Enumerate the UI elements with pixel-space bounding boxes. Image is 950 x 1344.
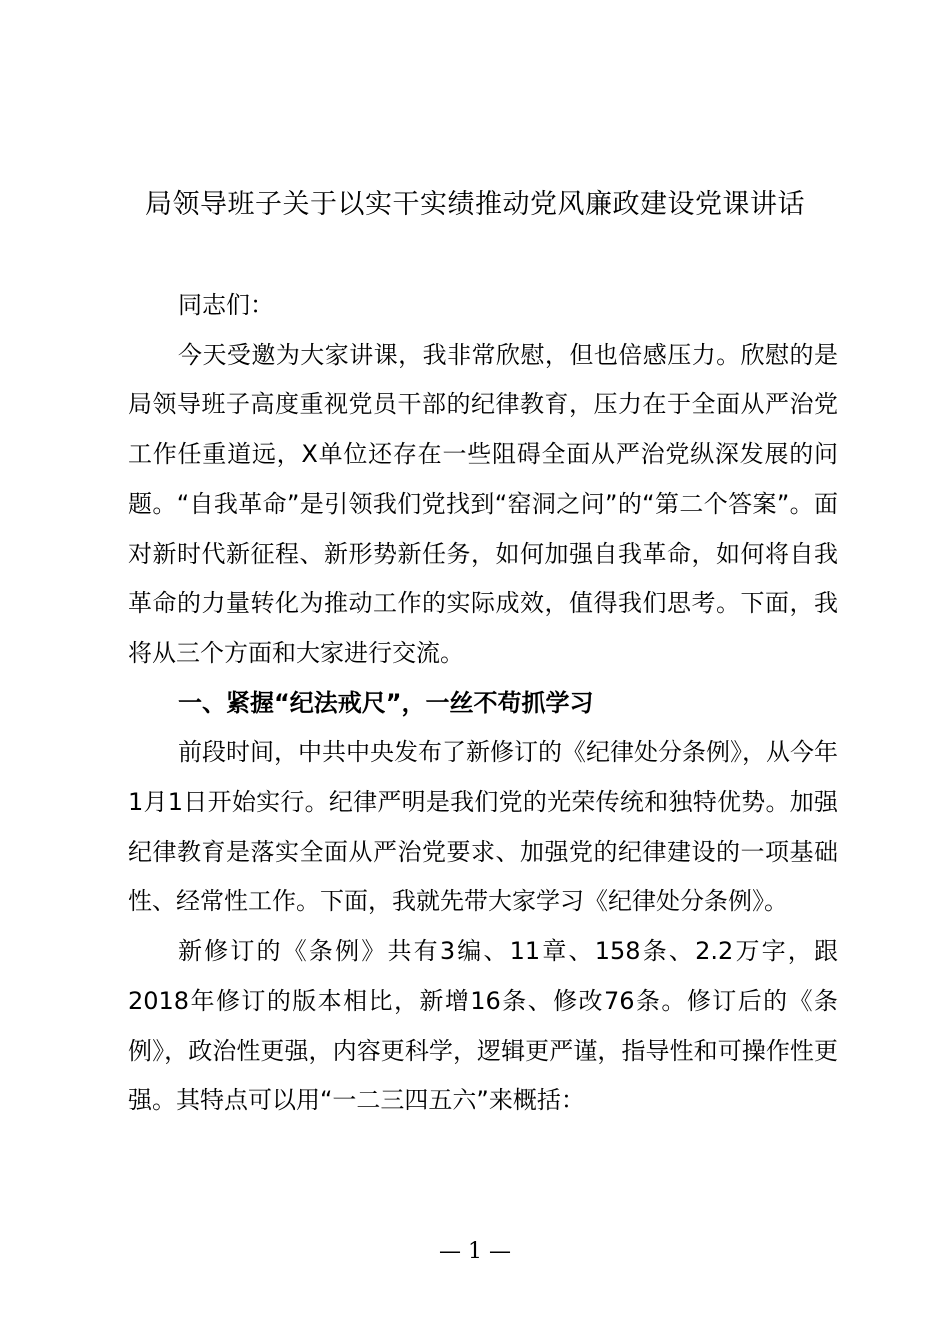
page-number: — 1 — [439, 1239, 511, 1264]
document-body [128, 281, 838, 1126]
section-heading: 一、紧握“纪法戒尺”，一丝不苟抓学习 [178, 688, 594, 717]
document-title: 局领导班子关于以实干实绩推动党风廉政建设党课讲话 [145, 189, 805, 220]
body-paragraph: 前段时间，中共中央发布了新修订的《纪律处分条例》，从今年1月1日开始实行。纪律严明是我们党的光荣传统和独特优势。加强纪律教育是落实全面从严治党要求、加强党的纪律建设的一项基础性、经常性工作。下面，我就先带大家学习《纪律处分条例》。 [128, 738, 838, 916]
intro-paragraph: 今天受邀为大家讲课，我非常欣慰，但也倍感压力。欣慰的是局领导班子高度重视党员干部的纪律教育，压力在于全面从严治党工作任重道远，X单位还存在一些阻碍全面从严治党纵深发展的问题。“自我革命”是引领我们党找到“窑洞之问”的“第二个答案”。面对新时代新征程、新形势新任务，如何加强自我革命，如何将自我革命的力量转化为推动工作的实际成效，值得我们思考。下面，我将从三个方面和大家进行交流。 [128, 340, 838, 667]
salutation: 同志们： [178, 291, 274, 319]
body-paragraph: 新修订的《条例》共有3编、11章、158条、2.2万字，跟2018年修订的版本相比，新增16条、修改76条。修订后的《条例》，政治性更强，内容更科学，逻辑更严谨，指导性和可操作性更强。其特点可以用“一二三四五六”来概括： [128, 937, 838, 1115]
